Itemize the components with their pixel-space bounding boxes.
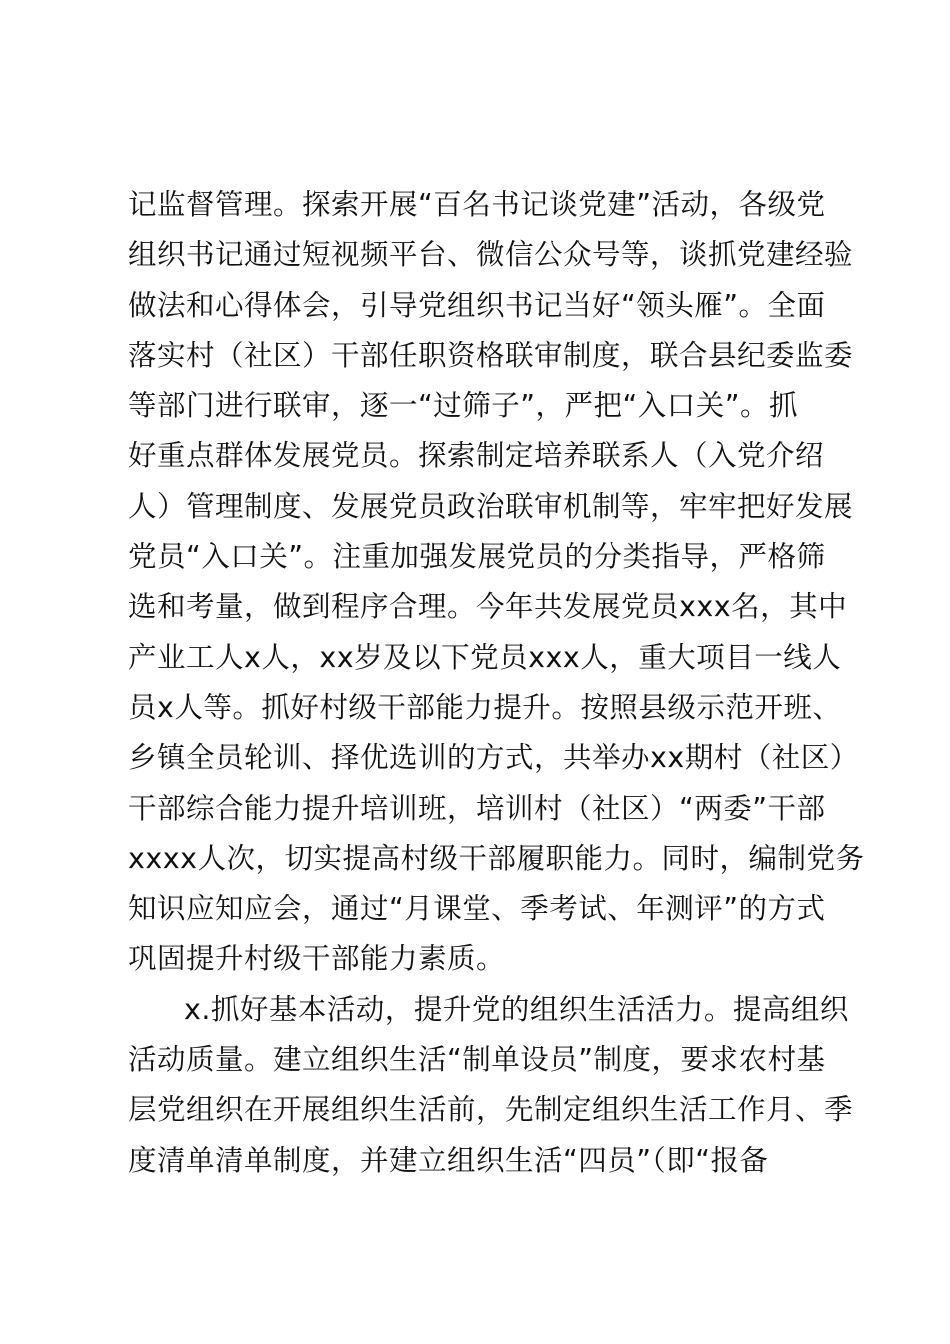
text-line: 组织书记通过短视频平台、微信公众号等，谈抓党建经验 xyxy=(128,238,854,272)
text-line: 产业工人x人，xx岁及以下党员xxx人，重大项目一线人 xyxy=(128,640,842,674)
text-line: 知识应知应会，通过“月课堂、季考试、年测评”的方式 xyxy=(128,892,826,926)
text-line: 员x人等。抓好村级干部能力提升。按照县级示范开班、 xyxy=(128,690,842,724)
text-line: 层党组织在开展组织生活前，先制定组织生活工作月、季 xyxy=(128,1093,854,1127)
text-line: xxxx人次，切实提高村级干部履职能力。同时，编制党务 xyxy=(128,841,865,875)
text-line: 党员“入口关”。注重加强发展党员的分类指导，严格筛 xyxy=(128,540,826,574)
text-line: 巩固提升村级干部能力素质。 xyxy=(128,942,506,976)
paragraph-start-line: x.抓好基本活动，提升党的组织生活活力。提高组织 xyxy=(184,992,849,1026)
text-line: 人）管理制度、发展党员政治联审机制等，牢牢把好发展 xyxy=(128,489,854,523)
text-line: 乡镇全员轮训、择优选训的方式，共举办xx期村（社区） xyxy=(128,741,859,775)
text-line: 落实村（社区）干部任职资格联审制度，联合县纪委监委 xyxy=(128,338,854,372)
text-line: 好重点群体发展党员。探索制定培养联系人（入党介绍 xyxy=(128,439,825,473)
text-line: 干部综合能力提升培训班，培训村（社区）“两委”干部 xyxy=(128,791,826,825)
text-line: 做法和心得体会，引导党组织书记当好“领头雁”。全面 xyxy=(128,288,826,322)
text-line: 记监督管理。探索开展“百名书记谈党建”活动，各级党 xyxy=(128,188,826,221)
text-line: 活动质量。建立组织生活“制单设员”制度，要求农村基 xyxy=(128,1043,826,1077)
text-line: 度清单清单制度，并建立组织生活“四员”（即“报备 xyxy=(128,1143,769,1177)
text-line: 等部门进行联审，逐一“过筛子”，严把“入口关”。抓 xyxy=(128,389,799,423)
text-line: 选和考量，做到程序合理。今年共发展党员xxx名，其中 xyxy=(128,590,848,624)
body-text xyxy=(128,180,868,1186)
